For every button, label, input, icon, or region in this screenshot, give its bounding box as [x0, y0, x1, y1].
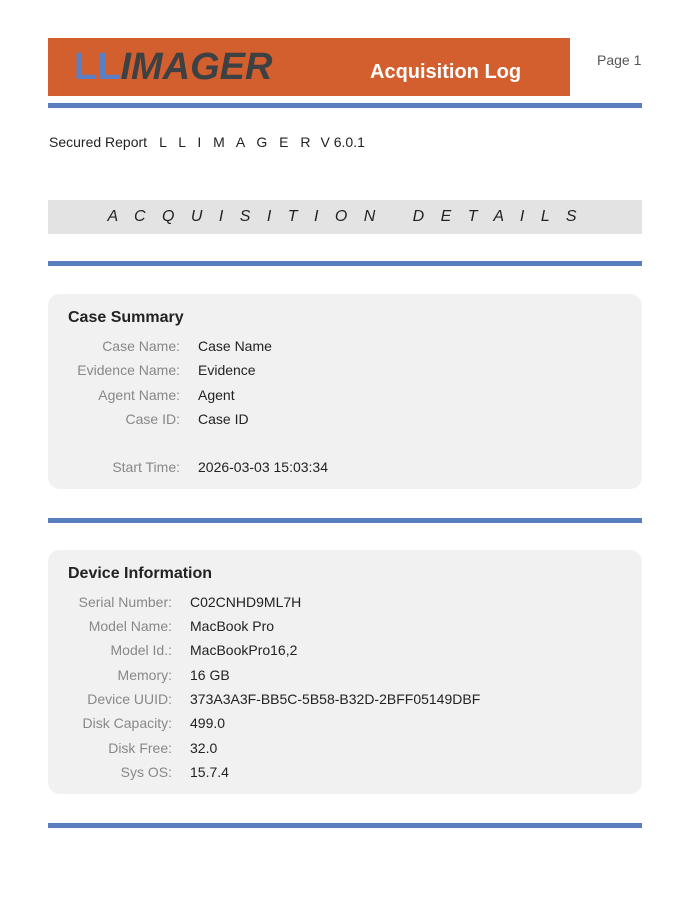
field-value: 16 GB	[190, 667, 230, 683]
disk-free-row	[48, 740, 217, 760]
serial-number-row	[48, 594, 301, 614]
case-summary-title: Case Summary	[68, 309, 184, 326]
field-label: Model Name:	[88, 618, 172, 634]
field-label: Disk Free:	[108, 740, 172, 756]
field-label: Model Id.:	[110, 642, 172, 658]
llimager-logo	[74, 44, 272, 90]
field-label: Sys OS:	[120, 764, 172, 780]
logo-ll: LL	[74, 46, 121, 88]
divider-rule	[48, 518, 642, 523]
model-id-row	[48, 642, 297, 662]
disk-capacity-row	[48, 715, 225, 735]
divider-rule	[48, 261, 642, 266]
field-value: Agent	[198, 387, 235, 403]
field-value: Case ID	[198, 411, 249, 427]
field-value: Evidence	[198, 362, 256, 378]
page-number: Page 1	[597, 52, 642, 68]
product-name: L L I M A G E R	[159, 134, 315, 150]
logo-imager: IMAGER	[120, 46, 273, 88]
field-label: Case Name:	[102, 338, 180, 354]
field-value: 373A3A3F-BB5C-5B58-B32D-2BFF05149DBF	[190, 691, 481, 707]
case-name-row	[48, 338, 272, 358]
field-value: 32.0	[190, 740, 218, 756]
field-label: Start Time:	[112, 459, 180, 475]
divider-rule	[48, 823, 642, 828]
field-value: Case Name	[198, 338, 272, 354]
model-name-row	[48, 618, 274, 638]
device-information-card	[48, 550, 642, 794]
field-label: Agent Name:	[98, 387, 180, 403]
device-uuid-row	[48, 691, 480, 711]
field-label: Serial Number:	[78, 594, 172, 610]
start-time-row	[48, 459, 328, 479]
secured-report-line	[49, 134, 365, 150]
case-id-row	[48, 411, 249, 431]
field-label: Device UUID:	[87, 691, 172, 707]
case-summary-card	[48, 294, 642, 489]
field-label: Disk Capacity:	[82, 715, 172, 731]
evidence-name-row	[48, 362, 256, 382]
field-value: 499.0	[190, 715, 226, 731]
field-value: MacBookPro16,2	[190, 642, 298, 658]
version-label: V 6.0.1	[320, 134, 365, 150]
section-header-bar	[48, 200, 642, 234]
section-title: A C Q U I S I T I O N D E T A I L S	[107, 208, 583, 225]
field-value: C02CNHD9ML7H	[190, 594, 302, 610]
field-label: Evidence Name:	[77, 362, 180, 378]
sys-os-row	[48, 764, 229, 784]
field-value: MacBook Pro	[190, 618, 275, 634]
field-value: 2026-03-03 15:03:34	[198, 459, 328, 475]
agent-name-row	[48, 387, 235, 407]
field-value: 15.7.4	[190, 764, 229, 780]
memory-row	[48, 667, 230, 687]
device-information-title: Device Information	[68, 565, 213, 582]
secured-report-label: Secured Report	[49, 134, 148, 150]
field-label: Case ID:	[125, 411, 180, 427]
report-title: Acquisition Log	[370, 61, 522, 83]
field-label: Memory:	[117, 667, 172, 683]
header-banner	[48, 38, 570, 96]
divider-rule	[48, 103, 642, 108]
